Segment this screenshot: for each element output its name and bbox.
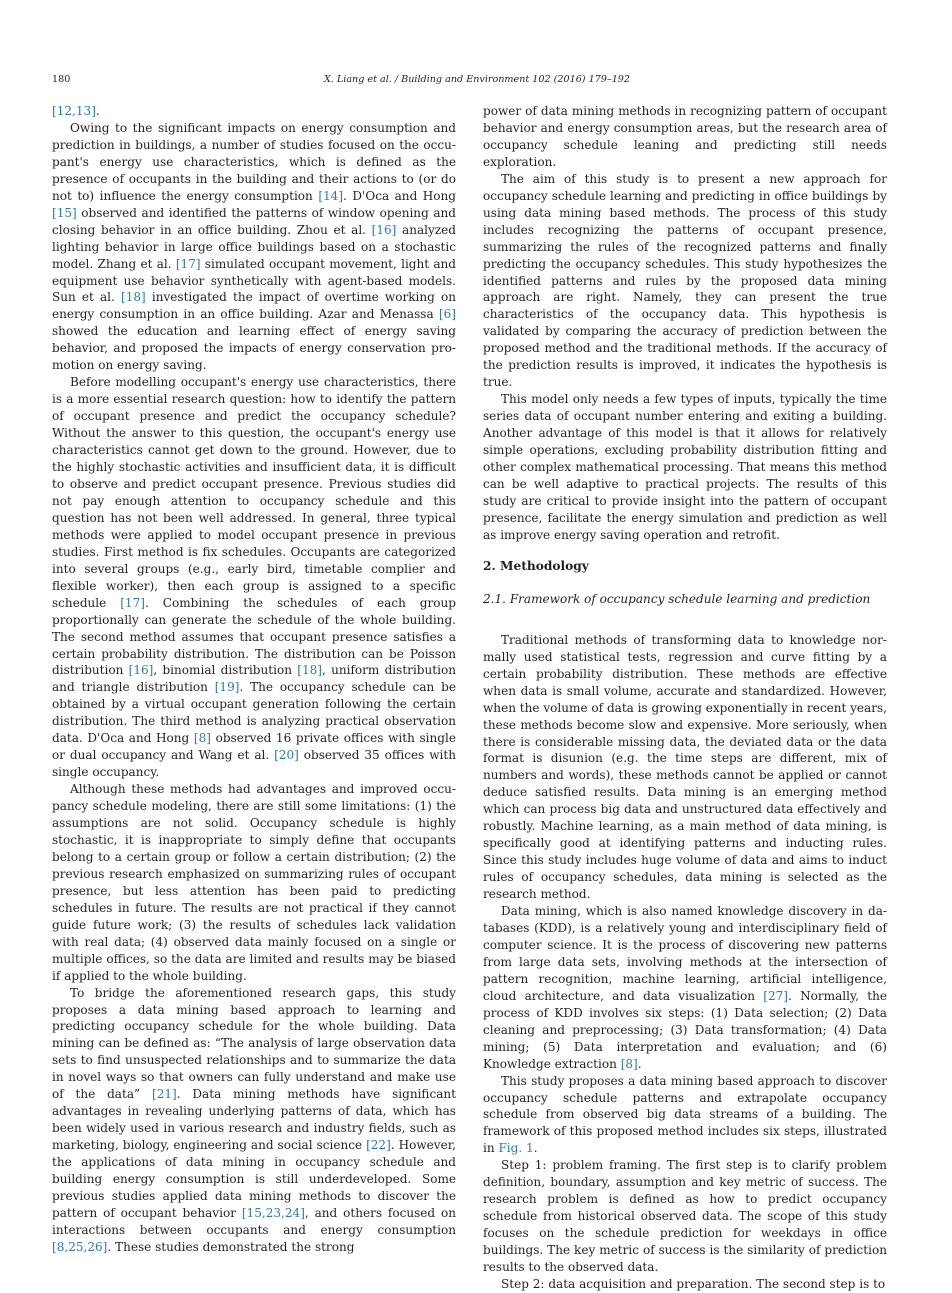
- right-column: [483, 103, 887, 1293]
- text-run: showed the education and learning effect of energy saving behavior, and proposed the impacts of energy conservation promotion on energy saving.: [52, 324, 456, 373]
- text-run: . Combining the schedules of each group proportionally can generate the schedule of the whole building. The second method assumes that occupant presence satisfies a certain probability distribution. The distribution can be Poisson distribution: [52, 595, 456, 678]
- paragraph: [52, 985, 456, 1256]
- text-run: . Data mining methods have significant advantages in revealing underlying patterns of data, which has been widely used in various research and industry fields, such as marketing, biology, engineering and social science: [52, 1087, 457, 1153]
- citation-link[interactable]: [16]: [371, 222, 397, 237]
- page-header: [52, 74, 902, 90]
- text-run: Traditional methods of transforming data to knowledge normally used statistical tests, regression and curve fitting by a certain probability distribution. These methods are effective when data is small volume, accurate and standardized. However, when the volume of data is growing exponentially in recent years, these methods become slow and expensive. More seriously, when there is considerable missing data, the deviated data or the data format is disunion (e.g. the time steps are different, mix of numbers and words), these methods cannot be applied or cannot deduce satisfied results. Data mining is an emerging method which can process big data and unstructured data effectively and robustly. Machine learning, as a main method of data mining, is specifically good at identifying patterns and inducting rules. Since this study includes huge volume of data and aims to induct rules of occupancy schedules, data mining is selected as the research method.: [483, 632, 888, 902]
- citation-link[interactable]: [15,23,24]: [241, 1205, 305, 1220]
- citation-link[interactable]: [6]: [438, 307, 456, 322]
- text-run: . These studies demonstrated the strong: [107, 1239, 355, 1254]
- text-run: . The occupancy schedule can be obtained by a virtual occupant generation following the certain distribution. The third method is analyzing practical observation data. D'Oca and Hong: [52, 680, 456, 746]
- citation-link[interactable]: [17]: [175, 256, 201, 271]
- paragraph: [483, 632, 887, 903]
- text-run: , binomial distribution: [153, 663, 298, 678]
- text-run: Although these methods had advantages and improved occupancy schedule modeling, there are still some limitations: (1) the assumptions are not solid. Occupancy schedule is highly stochastic, it is inappropriate to simply define that occupants belong to a certain group or follow a certain distribution; (2) the previous research emphasized on summarizing rules of occupant presence, but less attention has been paid to predicting schedules in future. The results are not practical if they cannot guide future work; (3) the results of schedules lack validation with real data; (4) observed data mainly focused on a single or multiple offices, so the data are limited and results may be biased if applied to the whole building.: [52, 782, 456, 983]
- paragraph: [483, 1073, 887, 1158]
- citation-link[interactable]: [12,13]: [52, 104, 96, 118]
- citation-link[interactable]: [18]: [297, 663, 322, 678]
- citation-link[interactable]: [27]: [763, 988, 788, 1003]
- paragraph: [483, 103, 887, 171]
- text-run: simulated occupant movement, light and equipment use behavior synthetically with agent-based models. Sun et al.: [52, 256, 457, 305]
- paragraph: [483, 171, 887, 391]
- text-run: .: [533, 1141, 538, 1156]
- text-run: Step 2: data acquisition and preparation. The second step is to: [501, 1277, 886, 1291]
- citation-link[interactable]: [22]: [366, 1138, 391, 1153]
- subsection-heading: 2.1. Framework of occupancy schedule learning and prediction: [483, 591, 871, 606]
- text-run: . However, the applications of data mining in occupancy schedule and building energy consumption is still underdeveloped. Some previous studies applied data mining methods to discover the pattern of occupant behavior: [52, 1138, 456, 1220]
- text-run: . D'Oca and Hong: [343, 188, 456, 203]
- text-run: Before modelling occupant's energy use characteristics, there is a more essential research question: how to identify the pattern of occupant presence and predict the occupancy schedule? Without the answer to this question, the occupant's energy use characteristics cannot get down to the ground. However, due to the highly stochastic activities and insufficient data, it is difficult to observe and predict occupant presence. Previous studies did not pay enough attention to occupancy schedule and this question has not been well addressed. In general, three typical methods were applied to model occupant presence in previous studies. First method is fix schedules. Occupants are categorized into several groups (e.g., early bird, timetable complier and flexible worker), then each group is assigned to a specific schedule: [52, 375, 456, 610]
- text-run: . Normally, the process of KDD involves six steps: (1) Data selection; (2) Data cleaning and preprocessing; (3) Data transformation; (4) Data mining; (5) Data interpretation and evaluation; and (6) Knowledge extraction: [483, 988, 887, 1071]
- citation-link[interactable]: [21]: [152, 1087, 177, 1102]
- text-run: This study proposes a data mining based approach to discover occupancy schedule patterns and extrapolate occupancy schedule from observed big data streams of a building. The framework of this proposed method includes six steps, illustrated in: [483, 1073, 887, 1156]
- page-number: 180: [52, 74, 71, 85]
- citation-link[interactable]: [8,25,26]: [52, 1239, 108, 1254]
- section-heading: 2. Methodology: [483, 558, 589, 573]
- text-run: Step 1: problem framing. The first step is to clarify problem definition, boundary, assumption and key metric of success. The research problem is defined as how to predict occupancy schedule from historical observed data. The scope of this study focuses on the schedule prediction for weekdays in office buildings. The key metric of success is the similarity of prediction results to the observed data.: [483, 1158, 887, 1275]
- text-run: .: [637, 1056, 642, 1071]
- text-run: analyzed lighting behavior in large office buildings based on a stochastic model. Zhang et al.: [52, 222, 456, 271]
- paragraph: [483, 1276, 887, 1293]
- running-title: X. Liang et al. / Building and Environment 102 (2016) 179–192: [323, 74, 631, 85]
- text-run: observed 35 offices with single occupancy.: [52, 748, 456, 780]
- citation-link[interactable]: [16]: [128, 663, 154, 678]
- paragraph: [52, 120, 456, 374]
- text-run: observed 16 private offices with single or dual occupancy and Wang et al.: [52, 731, 456, 763]
- paragraph: [52, 374, 456, 781]
- citation-link[interactable]: [20]: [274, 748, 299, 763]
- paragraph: [52, 781, 456, 984]
- citation-link[interactable]: [14]: [318, 188, 344, 203]
- text-run: observed and identified the patterns of window opening and closing behavior in an office building. Zhou et al.: [52, 205, 456, 237]
- text-run: To bridge the aforementioned research gaps, this study proposes a data mining based approach to learning and predicting occupancy schedule for the whole building. Data mining can be defined as: “The analysis of large observation data sets to find unsuspected relationships and to summarize the data in novel ways so that owners can fully understand and make use of the data”: [52, 985, 456, 1102]
- paragraph: [52, 103, 456, 120]
- text-run: The aim of this study is to present a new approach for occupancy schedule learning and predicting in office buildings by using data mining based methods. The process of this study includes recognizing the patterns of occupant presence, summarizing the rules of the recognized patterns and finally predicting the occupancy schedules. This study hypothesizes the identified patterns and rules by the proposed data mining approach are right. Namely, they can present the true characteristics of the occupancy data. This hypothesis is validated by comparing the accuracy of prediction between the proposed method and the traditional methods. If the accuracy of the prediction results is improved, it indicates the hypothesis is true.: [483, 171, 887, 390]
- citation-link[interactable]: [15]: [52, 205, 77, 220]
- text-run: Data mining, which is also named knowledge discovery in databases (KDD), is a relatively young and interdisciplinary field of computer science. It is the process of discovering new patterns from large data sets, involving methods at the intersection of pattern recognition, machine learning, artificial intelligence, cloud architecture, and data visualization: [483, 904, 887, 1003]
- text-run: Owing to the significant impacts on energy consumption and prediction in buildings, a number of studies focused on the occupant's energy use characteristics, which is defined as the presence of occupants in the building and their actions to (or do not to) influence the energy consumption: [52, 120, 456, 203]
- text-run: , and others focused on interactions between occupants and energy consumption: [52, 1205, 456, 1237]
- text-run: .: [95, 104, 100, 118]
- text-run: power of data mining methods in recognizing pattern of occupant behavior and energy consumption areas, but the research area of occupancy schedule leaning and predicting still needs exploration.: [483, 104, 887, 169]
- text-run: This model only needs a few types of inputs, typically the time series data of occupant number entering and exiting a building. Another advantage of this model is that it allows for relatively simple operations, excluding probability distribution fitting and other complex mathematical processing. That means this method can be well adaptive to practical projects. The results of this study are critical to provide insight into the pattern of occupant presence, facilitate the energy simulation and prediction as well as improve energy saving operation and retrofit.: [483, 392, 887, 542]
- citation-link[interactable]: [17]: [120, 595, 145, 610]
- paragraph: [483, 391, 887, 544]
- citation-link[interactable]: [8]: [620, 1056, 638, 1071]
- citation-link[interactable]: [19]: [214, 680, 240, 695]
- paragraph: [483, 903, 887, 1073]
- text-run: , uniform distribution and triangle distribution: [52, 663, 456, 695]
- paragraph: [483, 1157, 887, 1276]
- citation-link[interactable]: Fig. 1: [498, 1141, 534, 1156]
- left-column: [52, 103, 456, 1256]
- citation-link[interactable]: [18]: [121, 290, 146, 305]
- citation-link[interactable]: [8]: [193, 731, 211, 746]
- text-run: investigated the impact of overtime working on energy consumption in an office building. Azar and Menassa: [52, 290, 456, 322]
